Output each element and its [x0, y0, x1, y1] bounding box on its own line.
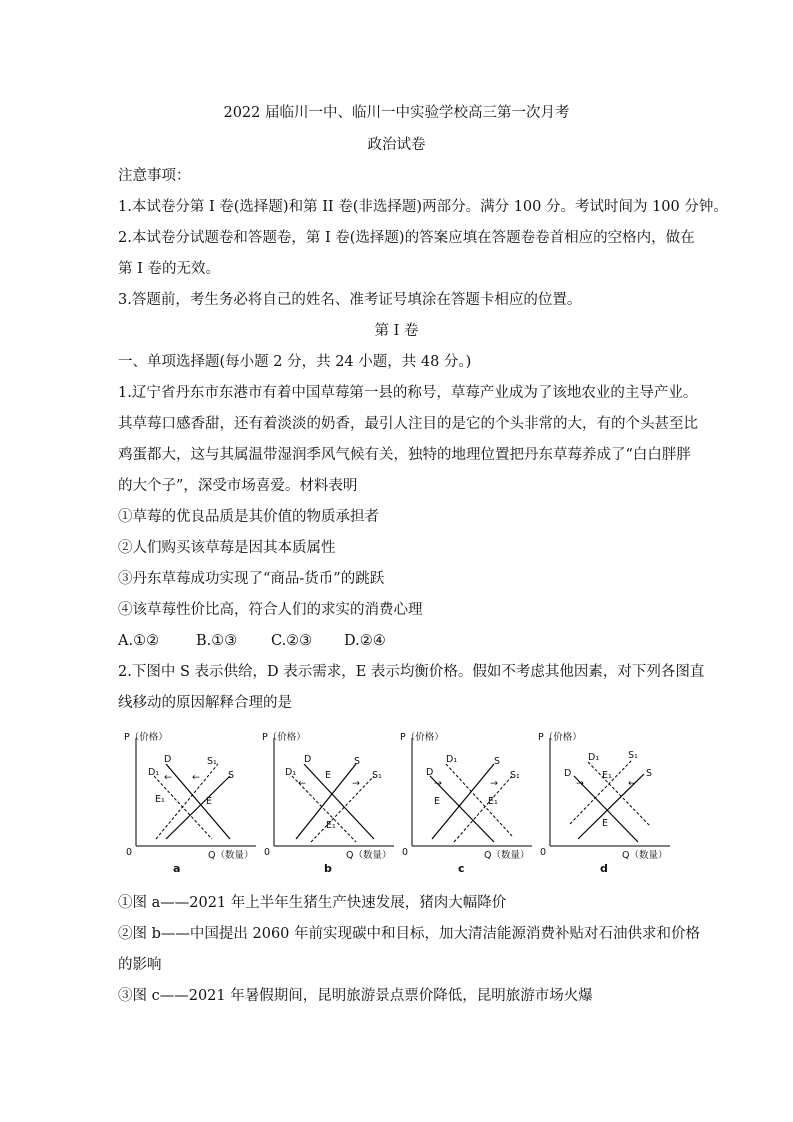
demand-d1-line [446, 764, 512, 836]
graph-b-svg [256, 724, 409, 875]
label-s1: S₁ [628, 750, 638, 761]
supply-demand-graph-d [532, 724, 682, 874]
notice-item: 1.本试卷分第 I 卷(选择题)和第 II 卷(非选择题)两部分。满分 100 分。考试时间为 100 分钟。 [118, 199, 728, 215]
label-e: E [325, 770, 332, 781]
graph-caption: d [600, 862, 608, 875]
supply-s1-line [570, 760, 632, 824]
supply-demand-graph-b [256, 724, 409, 875]
supply-demand-graph-c [394, 724, 547, 875]
label-e1: E₁ [155, 794, 165, 805]
shift-arrow-icon: ← [192, 772, 200, 783]
graph-c-svg [394, 724, 547, 875]
notice-heading: 注意事项： [118, 168, 191, 184]
shift-arrow-icon: ← [164, 772, 172, 783]
section-heading: 一、单项选择题(每小题 2 分，共 24 小题，共 48 分。) [118, 354, 472, 370]
shift-arrow-icon: → [352, 778, 360, 789]
origin-label: 0 [402, 847, 409, 858]
demand-line [304, 764, 374, 839]
question-1-statement: ②人们购买该草莓是因其本质属性 [118, 540, 336, 556]
label-e: E [206, 796, 213, 807]
question-1-statement: ③丹东草莓成功实现了“商品-货币”的跳跃 [118, 571, 385, 587]
question-2-statement: 的影响 [118, 957, 162, 973]
notice-item: 第 I 卷的无效。 [118, 261, 220, 277]
graph-caption: a [173, 862, 181, 875]
label-d1: D₁ [148, 767, 160, 778]
demand-d1-line [588, 762, 653, 826]
graph-caption: c [458, 862, 465, 875]
question-1-statement: ④该草莓性价比高，符合人们的求实的消费心理 [118, 602, 423, 618]
x-axis-label: Q（数量） [208, 850, 254, 861]
label-s: S [228, 770, 235, 781]
exam-subject: 政治试卷 [367, 137, 426, 153]
shift-arrow-icon: ← [298, 778, 306, 789]
label-s1: S₁ [510, 770, 520, 781]
label-d: D [564, 768, 572, 779]
origin-label: 0 [264, 847, 271, 858]
y-axis-label: P（价格） [262, 732, 306, 743]
label-e: E [434, 796, 441, 807]
label-s: S [494, 756, 501, 767]
option-a[interactable]: A.①② [118, 633, 160, 649]
label-d1: D₁ [588, 752, 600, 763]
x-axis-label: Q（数量） [346, 850, 392, 861]
label-s: S [646, 768, 653, 779]
y-axis-label: P（价格） [538, 732, 582, 743]
supply-demand-graph-a [118, 724, 271, 875]
x-axis-label: Q（数量） [622, 850, 668, 861]
label-e1: E₁ [326, 820, 336, 831]
shift-arrow-icon: → [434, 778, 442, 789]
question-2-text: 2.下图中 S 表示供给，D 表示需求，E 表示均衡价格。假如不考虑其他因素，对下列各图直 [118, 664, 705, 680]
question-2-text: 线移动的原因解释合理的是 [118, 695, 292, 711]
supply-line [166, 776, 230, 839]
graph-a-svg [118, 724, 271, 875]
question-2-statement: ②图 b——中国提出 2060 年前实现碳中和目标，加大清洁能源消费补贴对石油供求和价格 [118, 926, 701, 942]
label-s1: S₁ [372, 770, 382, 781]
y-axis-label: P（价格） [400, 732, 444, 743]
origin-label: 0 [540, 847, 547, 858]
question-1-text: 鸡蛋都大，这与其属温带湿润季风气候有关，独特的地理位置把丹东草莓养成了“白白胖胖 [118, 447, 691, 463]
question-1-options [118, 631, 386, 651]
graph-d-svg [532, 724, 682, 874]
label-s1: S₁ [207, 756, 217, 767]
y-axis-label: P（价格） [124, 732, 168, 743]
label-d1: D₁ [446, 754, 458, 765]
label-e1: E₁ [602, 770, 612, 781]
option-c[interactable]: C.②③ [271, 633, 313, 649]
option-d[interactable]: D.②④ [344, 633, 386, 649]
shift-arrow-icon: ← [628, 778, 636, 789]
notice-item: 3.答题前，考生务必将自己的姓名、准考证号填涂在答题卡相应的位置。 [118, 292, 582, 308]
label-d: D [426, 767, 434, 778]
supply-line [432, 764, 494, 839]
label-s: S [354, 756, 361, 767]
question-1-text: 1.辽宁省丹东市东港市有着中国草莓第一县的称号，草莓产业成为了该地农业的主导产业。 [118, 385, 698, 401]
shift-arrow-icon: → [576, 778, 584, 789]
notice-item: 2.本试卷分试题卷和答题卷，第 I 卷(选择题)的答案应填在答题卷卷首相应的空格内，做在 [118, 230, 695, 246]
question-2-statement: ①图 a——2021 年上半年生猪生产快速发展，猪肉大幅降价 [118, 895, 507, 911]
x-axis-label: Q（数量） [484, 850, 530, 861]
question-1-text: 的大个子”，深受市场喜爱。材料表明 [118, 478, 358, 494]
shift-arrow-icon: → [490, 778, 498, 789]
label-e1: E₁ [488, 796, 498, 807]
label-d: D [304, 754, 312, 765]
question-2-statement: ③图 c——2021 年暑假期间，昆明旅游景点票价降低，昆明旅游市场火爆 [118, 988, 593, 1004]
label-d1: D₁ [285, 767, 297, 778]
question-1-statement: ①草莓的优良品质是其价值的物质承担者 [118, 509, 379, 525]
label-d: D [164, 754, 172, 765]
section-title: 第 I 卷 [374, 323, 419, 339]
exam-title: 2022 届临川一中、临川一中实验学校高三第一次月考 [223, 105, 570, 121]
option-b[interactable]: B.①③ [196, 633, 238, 649]
graph-caption: b [324, 862, 332, 875]
question-1-text: 其草莓口感香甜，还有着淡淡的奶香，最引人注目的是它的个头非常的大，有的个头甚至比 [118, 416, 698, 432]
origin-label: 0 [126, 847, 133, 858]
label-e: E [602, 818, 609, 829]
